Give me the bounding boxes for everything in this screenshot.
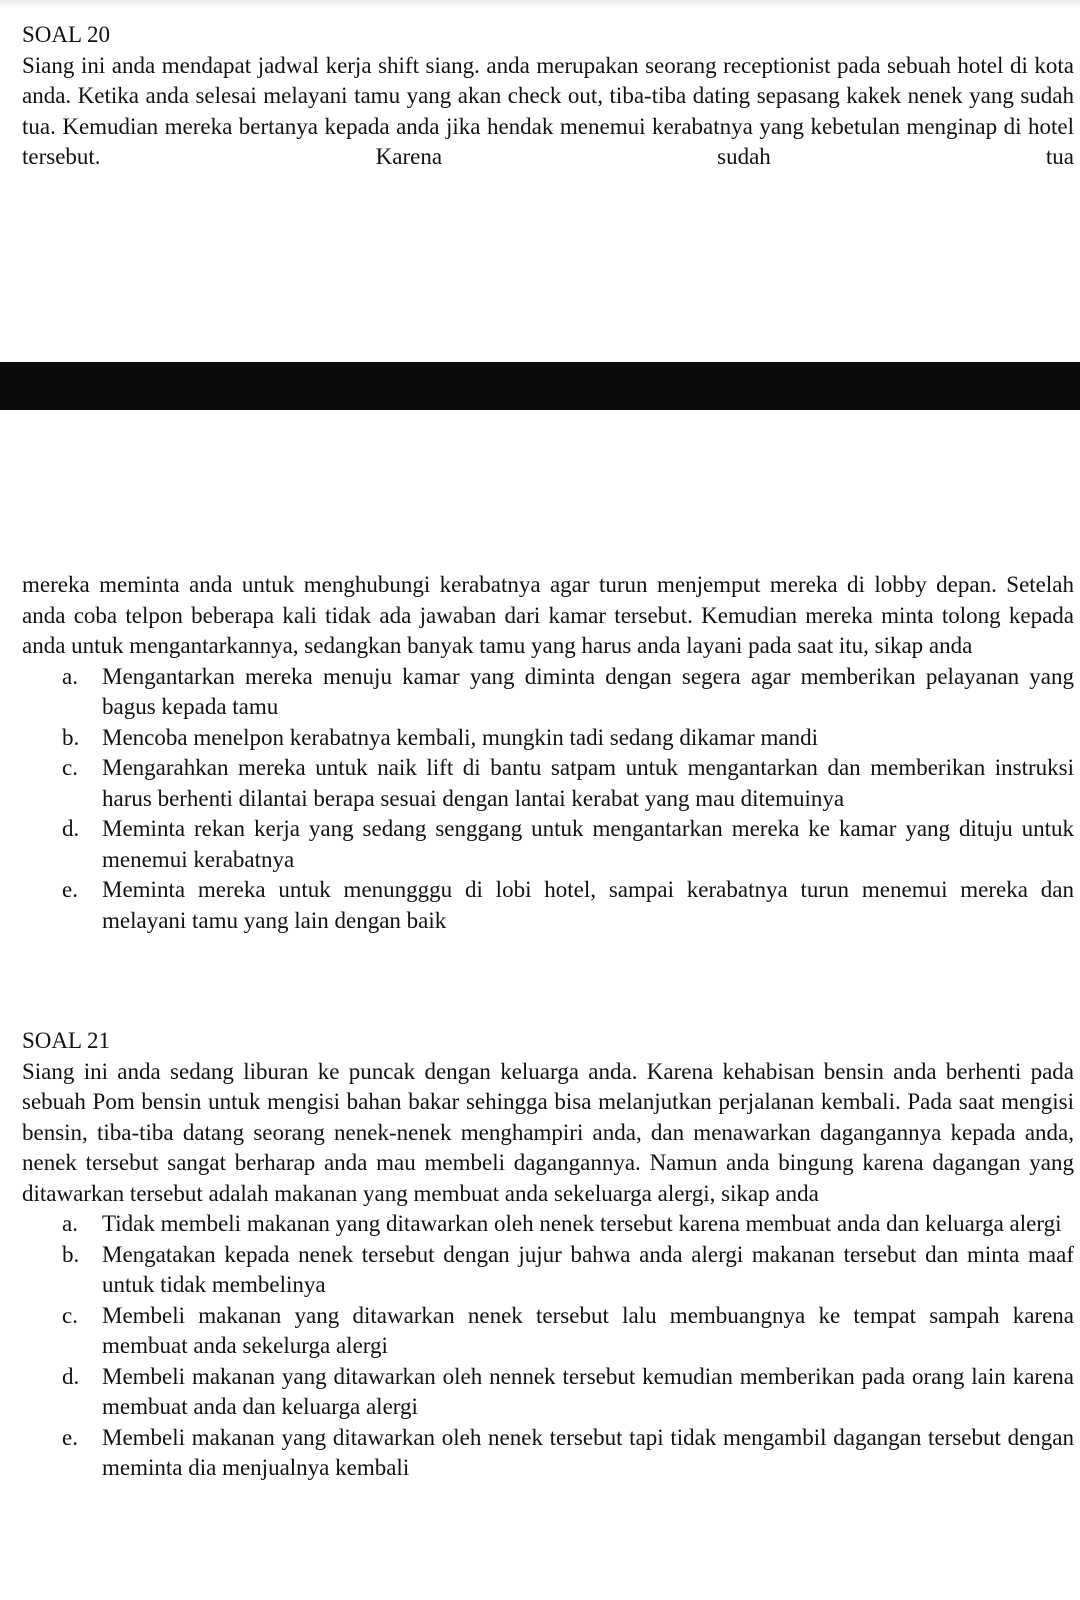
option-letter: e. (62, 1424, 78, 1450)
option-text: Mengatakan kepada nenek tersebut dengan jujur bahwa anda alergi makanan tersebut dan minta maaf untuk tidak membelinya (102, 1241, 1074, 1297)
option-text: Membeli makanan yang ditawarkan nenek tersebut lalu membuangnya ke tempat sampah karena membuat anda sekelurga alergi (102, 1302, 1074, 1358)
option-letter: a. (62, 663, 78, 689)
soal-20-option-e[interactable] (22, 875, 1074, 936)
soal-21-option-d[interactable] (22, 1362, 1074, 1423)
option-letter: e. (62, 877, 78, 902)
soal-20-options (22, 662, 1074, 937)
option-letter: a. (62, 1211, 78, 1236)
option-text: Meminta rekan kerja yang sedang senggang untuk mengantarkan mereka ke kamar yang dituju untuk menemui kerabatnya (102, 816, 1074, 872)
option-text: Mengantarkan mereka menuju kamar yang diminta dengan segera agar memberikan pelayanan yang bagus kepada tamu (102, 663, 1074, 719)
option-text: Mencoba menelpon kerabatnya kembali, mungkin tadi sedang dikamar mandi (102, 724, 818, 750)
soal-21-options (22, 1209, 1074, 1484)
option-text: Meminta mereka untuk menungggu di lobi hotel, sampai kerabatnya turun menemui mereka dan melayani tamu yang lain dengan baik (102, 877, 1074, 933)
option-text: Membeli makanan yang ditawarkan oleh nenek tersebut tapi tidak mengambil dagangan tersebut dengan meminta dia menjualnya kembali (102, 1424, 1074, 1480)
soal-21-option-e[interactable] (22, 1423, 1074, 1484)
soal-21-intro: Siang ini anda sedang liburan ke puncak dengan keluarga anda. Karena kehabisan bensin anda berhenti pada sebuah Pom bensin untuk mengisi bahan bakar sehingga bisa melanjutkan perjalanan kembali. Pada saat mengisi bensin, tiba-tiba datang seorang nenek-nenek menghampiri anda, dan menawarkan dagangannya kepada anda, nenek tersebut sangat berharap anda mau membeli dagangannya. Namun anda bingung karena dagangan yang ditawarkan tersebut adalah makanan yang membuat anda sekeluarga alergi, sikap anda (22, 1058, 1074, 1206)
soal-20-option-a[interactable] (22, 662, 1074, 723)
top-edge-shade (0, 0, 1080, 8)
option-letter: b. (62, 1241, 80, 1267)
soal-21-option-b[interactable] (22, 1240, 1074, 1301)
soal-20-intro: Siang ini anda mendapat jadwal kerja shift siang. anda merupakan seorang receptionist pada sebuah hotel di kota anda. Ketika anda selesai melayani tamu yang akan check out, tiba-tiba dating sepasang kakek nenek yang sudah tua. Kemudian mereka bertanya kepada anda jika hendak menemui kerabatnya yang kebetulan menginap di hotel tersebut. Karena sudah tua (22, 52, 1074, 169)
option-letter: d. (62, 816, 80, 841)
soal-20-continuation-section (22, 570, 1074, 936)
soal-20-option-d[interactable] (22, 814, 1074, 875)
soal-20-section (22, 20, 1074, 173)
option-text: Membeli makanan yang ditawarkan oleh nennek tersebut kemudian memberikan pada orang lain karena membuat anda dan keluarga alergi (102, 1363, 1074, 1419)
soal-21-title: SOAL 21 (22, 1028, 110, 1053)
soal-20-option-b[interactable] (22, 723, 1074, 754)
option-text: Mengarahkan mereka untuk naik lift di bantu satpam untuk mengantarkan dan memberikan instruksi harus berhenti dilantai berapa sesuai dengan lantai kerabat yang mau ditemuinya (102, 755, 1074, 811)
soal-20-continuation: mereka meminta anda untuk menghubungi kerabatnya agar turun menjemput mereka di lobby depan. Setelah anda coba telpon beberapa kali tidak ada jawaban dari kamar tersebut. Kemudian mereka minta tolong kepada anda untuk mengantarkannya, sedangkan banyak tamu yang harus anda layani pada saat itu, sikap anda (22, 572, 1074, 658)
option-letter: c. (62, 1302, 78, 1328)
soal-20-title: SOAL 20 (22, 22, 110, 47)
option-letter: b. (62, 724, 80, 750)
option-letter: d. (62, 1363, 80, 1389)
redaction-bar (0, 362, 1080, 410)
option-letter: c. (62, 755, 78, 780)
option-text: Tidak membeli makanan yang ditawarkan oleh nenek tersebut karena membuat anda dan keluarga alergi (102, 1211, 1062, 1236)
soal-21-option-a[interactable] (22, 1209, 1074, 1240)
soal-20-option-c[interactable] (22, 753, 1074, 814)
soal-21-section (22, 1026, 1074, 1484)
soal-21-option-c[interactable] (22, 1301, 1074, 1362)
